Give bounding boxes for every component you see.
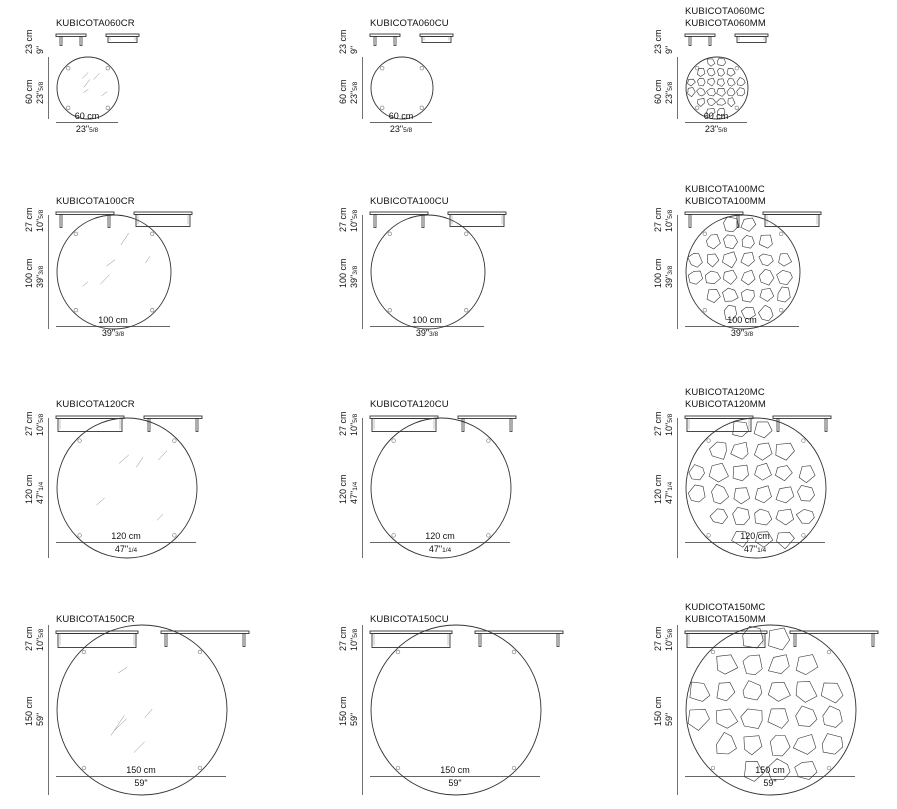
diameter-label-vertical: [24, 474, 34, 504]
dimension-line-vertical: [362, 625, 364, 795]
diameter-label-inch: [685, 778, 855, 788]
diameter-label-vertical-inch: [349, 82, 361, 104]
product-code-text: KUBICOTA120CR: [56, 399, 135, 410]
product-code: [685, 399, 766, 410]
dimension-line-vertical: [48, 625, 50, 795]
diameter-cm-text: 120 cm: [111, 531, 141, 541]
height-inch: 9": [35, 45, 45, 54]
diameter-fraction-text: 3/8: [744, 331, 754, 338]
height-label-inch: [664, 210, 676, 232]
diameter-label-cm: [685, 315, 799, 325]
diameter-label-inch: [370, 544, 510, 556]
height-label-inch: [35, 46, 45, 54]
product-code: [370, 196, 449, 207]
diameter-label-inch: [56, 124, 118, 136]
diameter-fraction-text: 1/4: [442, 547, 452, 554]
diameter-label-cm: [370, 315, 484, 325]
height-label-inch: [664, 414, 676, 436]
height-label-inch: [664, 46, 674, 54]
product-code-text: KUBICOTA150MM: [685, 614, 766, 625]
diameter-inch-text: 23": [704, 124, 719, 134]
diameter-cm-text: 100 cm: [98, 315, 128, 325]
height-label: [338, 626, 348, 651]
height-label: [653, 626, 663, 651]
diameter-label-vertical-inch: [35, 482, 47, 504]
height-inch: 10": [35, 218, 45, 232]
product-code-text: KUBICOTA060MC: [685, 6, 765, 17]
height-inch: 9": [349, 45, 359, 54]
diameter-cm: 60 cm: [653, 79, 663, 104]
diameter-label-cm: [56, 111, 118, 121]
height-cm: 27 cm: [653, 626, 663, 651]
product-code: [685, 387, 765, 398]
diameter-label-inch: [56, 328, 170, 340]
diameter-label-cm: [685, 765, 855, 775]
diameter-cm: 100 cm: [338, 258, 348, 288]
product-code: [685, 184, 765, 195]
height-cm: 23 cm: [338, 29, 348, 54]
diameter-cm: 60 cm: [24, 79, 34, 104]
height-fraction: 5/8: [667, 628, 674, 638]
height-label: [24, 207, 34, 232]
height-cm: 27 cm: [338, 411, 348, 436]
product-code-text: KUBICOTA100MC: [685, 184, 765, 195]
diameter-inch: 39": [35, 274, 45, 288]
diameter-fraction: 1/4: [352, 481, 359, 491]
diameter-cm: 100 cm: [653, 258, 663, 288]
height-fraction: 5/8: [667, 209, 674, 219]
diameter-cm-text: 100 cm: [727, 315, 757, 325]
diameter-cm-text: 120 cm: [425, 531, 455, 541]
diameter-label-vertical-inch: [664, 713, 674, 726]
diameter-label-inch: [685, 544, 825, 556]
diameter-inch-text: 47": [428, 544, 443, 554]
diameter-label-cm: [56, 765, 226, 775]
product-code-text: KUBICOTA100MM: [685, 196, 766, 207]
diameter-inch: 23": [664, 90, 674, 104]
height-label: [653, 29, 663, 54]
diameter-fraction-text: 3/8: [429, 331, 439, 338]
diameter-inch: 47": [349, 490, 359, 504]
diameter-cm-text: 60 cm: [703, 111, 729, 121]
height-inch: 10": [664, 637, 674, 651]
diameter-fraction-text: 5/8: [718, 127, 728, 134]
diameter-inch-text: 59": [134, 778, 148, 788]
diameter-label-cm: [685, 531, 825, 541]
diameter-label-inch: [370, 124, 432, 136]
diameter-label-vertical-inch: [35, 82, 47, 104]
product-code-text: KUBICOTA120MC: [685, 387, 765, 398]
diameter-label-vertical: [338, 696, 348, 726]
height-label: [338, 29, 348, 54]
product-code: [685, 196, 766, 207]
diameter-cm-text: 150 cm: [440, 765, 470, 775]
height-label-inch: [349, 210, 361, 232]
dimension-line-vertical: [362, 57, 364, 119]
diameter-inch-text: 23": [389, 124, 404, 134]
height-inch: 9": [664, 45, 674, 54]
plan-view-drawing: [55, 213, 173, 331]
dimension-line-vertical: [677, 625, 679, 795]
height-cm: 27 cm: [24, 626, 34, 651]
dimension-line-vertical: [677, 418, 679, 558]
height-fraction: 5/8: [38, 628, 45, 638]
diameter-label-inch: [685, 124, 747, 136]
height-fraction: 5/8: [667, 413, 674, 423]
diameter-inch: 59": [35, 712, 45, 726]
height-label: [24, 626, 34, 651]
diameter-label-vertical: [653, 696, 663, 726]
diameter-inch-text: 39": [101, 328, 116, 338]
diameter-fraction: 5/8: [38, 81, 45, 91]
height-cm: 27 cm: [653, 207, 663, 232]
diameter-fraction: 3/8: [38, 265, 45, 275]
diameter-label-vertical-inch: [664, 482, 676, 504]
diameter-label-cm: [56, 315, 170, 325]
height-label-inch: [35, 210, 47, 232]
product-code-text: KUBICOTA120MM: [685, 399, 766, 410]
diameter-inch: 23": [35, 90, 45, 104]
diameter-label-vertical: [653, 79, 663, 104]
diameter-fraction-text: 1/4: [128, 547, 138, 554]
diameter-cm: 120 cm: [653, 474, 663, 504]
height-cm: 23 cm: [653, 29, 663, 54]
product-code: [56, 196, 135, 207]
product-code: [56, 399, 135, 410]
diameter-label-vertical: [338, 474, 348, 504]
height-inch: 10": [35, 422, 45, 436]
diameter-inch: 39": [664, 274, 674, 288]
diameter-fraction: 5/8: [667, 81, 674, 91]
diameter-label-vertical-inch: [349, 713, 359, 726]
diameter-inch: 23": [349, 90, 359, 104]
diameter-label-inch: [56, 778, 226, 788]
height-label: [653, 207, 663, 232]
product-code-text: KUBICOTA060MM: [685, 18, 766, 29]
dimension-line-vertical: [677, 57, 679, 119]
diameter-fraction-text: 5/8: [403, 127, 413, 134]
diameter-fraction: 3/8: [667, 265, 674, 275]
diameter-label-vertical-inch: [664, 266, 676, 288]
product-code-text: KUBICOTA060CU: [370, 18, 449, 29]
height-label: [338, 207, 348, 232]
product-code-text: KUDICOTA150MC: [685, 602, 766, 613]
diameter-inch-text: 39": [415, 328, 430, 338]
diameter-inch: 39": [349, 274, 359, 288]
diameter-cm-text: 60 cm: [388, 111, 414, 121]
dimension-line-vertical: [362, 418, 364, 558]
diameter-fraction: 1/4: [667, 481, 674, 491]
diameter-label-vertical-inch: [349, 482, 361, 504]
product-code-text: KUBICOTA120CU: [370, 399, 449, 410]
diameter-cm-text: 60 cm: [74, 111, 100, 121]
diameter-cm-text: 150 cm: [755, 765, 785, 775]
diameter-fraction-text: 5/8: [89, 127, 99, 134]
diameter-fraction: 3/8: [352, 265, 359, 275]
dimension-line-vertical: [362, 215, 364, 329]
height-cm: 27 cm: [24, 207, 34, 232]
product-code: [56, 18, 135, 29]
diameter-fraction: 5/8: [352, 81, 359, 91]
product-code: [685, 602, 765, 613]
height-cm: 27 cm: [24, 411, 34, 436]
diameter-fraction: 1/4: [38, 481, 45, 491]
diameter-inch-text: 47": [743, 544, 758, 554]
height-label-inch: [349, 46, 359, 54]
diameter-fraction-text: 3/8: [115, 331, 125, 338]
diameter-label-inch: [56, 544, 196, 556]
diameter-cm: 120 cm: [338, 474, 348, 504]
product-code: [370, 399, 449, 410]
diameter-label-vertical-inch: [35, 713, 45, 726]
height-label-inch: [35, 629, 47, 651]
diameter-inch-text: 23": [75, 124, 90, 134]
diameter-label-inch: [685, 328, 799, 340]
height-label: [24, 411, 34, 436]
dimension-line-vertical: [677, 215, 679, 329]
diameter-cm: 60 cm: [338, 79, 348, 104]
diameter-label-vertical: [24, 79, 34, 104]
height-fraction: 5/8: [352, 413, 359, 423]
diameter-label-cm: [56, 531, 196, 541]
height-label: [653, 411, 663, 436]
diameter-inch-text: 59": [763, 778, 777, 788]
height-inch: 10": [35, 637, 45, 651]
diameter-cm: 150 cm: [24, 696, 34, 726]
diameter-label-vertical: [338, 79, 348, 104]
diameter-inch: 47": [35, 490, 45, 504]
diameter-inch: 47": [664, 490, 674, 504]
diameter-inch-text: 39": [730, 328, 745, 338]
diameter-label-vertical-inch: [664, 82, 676, 104]
diameter-cm-text: 120 cm: [740, 531, 770, 541]
diameter-label-vertical-inch: [349, 266, 361, 288]
diameter-cm-text: 150 cm: [126, 765, 156, 775]
diameter-label-cm: [370, 111, 432, 121]
dimension-line-vertical: [48, 57, 50, 119]
diameter-cm: 150 cm: [653, 696, 663, 726]
diameter-inch: 59": [664, 712, 674, 726]
diameter-label-vertical: [338, 258, 348, 288]
diameter-cm: 120 cm: [24, 474, 34, 504]
height-label-inch: [35, 414, 47, 436]
dimension-line-vertical: [48, 215, 50, 329]
product-code-text: KUBICOTA150CU: [370, 614, 449, 625]
height-fraction: 5/8: [352, 209, 359, 219]
diameter-inch-text: 47": [114, 544, 129, 554]
height-inch: 10": [349, 422, 359, 436]
product-code-text: KUBICOTA060CR: [56, 18, 135, 29]
height-label: [24, 29, 34, 54]
diameter-inch-text: 59": [448, 778, 462, 788]
product-code: [370, 18, 449, 29]
height-label-inch: [664, 629, 676, 651]
plan-view-drawing: [684, 213, 802, 331]
height-inch: 10": [349, 637, 359, 651]
diameter-label-vertical: [24, 696, 34, 726]
height-cm: 27 cm: [653, 411, 663, 436]
height-label-inch: [349, 414, 361, 436]
height-inch: 10": [349, 218, 359, 232]
height-fraction: 5/8: [38, 413, 45, 423]
height-label-inch: [349, 629, 361, 651]
diameter-label-vertical-inch: [35, 266, 47, 288]
diameter-cm: 150 cm: [338, 696, 348, 726]
height-fraction: 5/8: [38, 209, 45, 219]
diameter-label-vertical: [653, 474, 663, 504]
plan-view-drawing: [369, 213, 487, 331]
diameter-label-inch: [370, 778, 540, 788]
height-label: [338, 411, 348, 436]
height-cm: 23 cm: [24, 29, 34, 54]
height-cm: 27 cm: [338, 626, 348, 651]
product-code: [685, 18, 766, 29]
product-code-text: KUBICOTA100CU: [370, 196, 449, 207]
diameter-label-cm: [370, 531, 510, 541]
diameter-fraction-text: 1/4: [757, 547, 767, 554]
product-code-text: KUBICOTA150CR: [56, 614, 135, 625]
diameter-label-vertical: [653, 258, 663, 288]
height-inch: 10": [664, 422, 674, 436]
height-inch: 10": [664, 218, 674, 232]
height-cm: 27 cm: [338, 207, 348, 232]
diameter-cm-text: 100 cm: [412, 315, 442, 325]
dimension-line-vertical: [48, 418, 50, 558]
diameter-label-cm: [370, 765, 540, 775]
diameter-inch: 59": [349, 712, 359, 726]
product-code-text: KUBICOTA100CR: [56, 196, 135, 207]
diameter-label-cm: [685, 111, 747, 121]
product-code: [685, 6, 765, 17]
diameter-cm: 100 cm: [24, 258, 34, 288]
diameter-label-vertical: [24, 258, 34, 288]
height-fraction: 5/8: [352, 628, 359, 638]
diameter-label-inch: [370, 328, 484, 340]
